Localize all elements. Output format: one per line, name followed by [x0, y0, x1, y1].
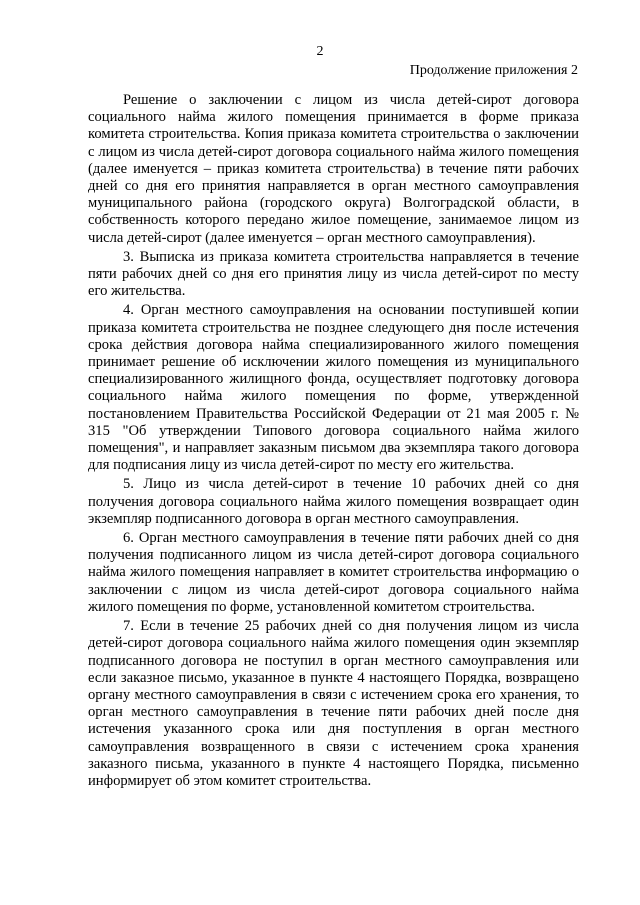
paragraph-6: 6. Орган местного самоуправления в течение пяти рабочих дней со дня получения подписанного лицом из числа детей-сирот договора социального найма жилого помещения направляет в комитет строительства информацию о заключении с лицом из числа детей-сирот договора социального найма жилого помещения по форме, установленной комитетом строительства.: [88, 530, 579, 615]
document-body: [88, 92, 579, 792]
page-number: 2: [316, 44, 324, 59]
paragraph-7: 7. Если в течение 25 рабочих дней со дня получения лицом из числа детей-сирот договора социального найма жилого помещения один экземпляр подписанного договора не поступил в орган местного самоуправления или если заказное письмо, указанное в пункте 4 настоящего Порядка, возвращено органу местного самоуправления в связи с истечением срока его хранения, то орган местного самоуправления в течение пяти рабочих дней после дня истечения указанного срока или дня поступления в орган местного самоуправления возвращенного в связи с истечением срока хранения заказного письма, указанного в пункте 4 настоящего Порядка, письменно информирует об этом комитет строительства.: [88, 618, 579, 789]
paragraph-decision: Решение о заключении с лицом из числа детей-сирот договора социального найма жилого помещения принимается в форме приказа комитета строительства. Копия приказа комитета строительства о заключении с лицом из числа детей-сирот договора социального найма жилого помещения (далее именуется – приказ комитета строительства) в течение пяти рабочих дней со дня его принятия направляется в орган местного самоуправления муниципального района (городского округа) Волгоградской области, в собственность которого передано жилое помещение, занимаемое лицом из числа детей-сирот (далее именуется – орган местного самоуправления).: [88, 92, 579, 246]
paragraph-5: 5. Лицо из числа детей-сирот в течение 10 рабочих дней со дня получения договора социального найма жилого помещения возвращает один экземпляр подписанного договора в орган местного самоуправления.: [88, 476, 579, 527]
paragraph-3: 3. Выписка из приказа комитета строительства направляется в течение пяти рабочих дней со дня его принятия лицу из числа детей-сирот по месту его жительства.: [88, 248, 579, 300]
annex-continuation-note: Продолжение приложения 2: [409, 63, 578, 78]
paragraph-4: 4. Орган местного самоуправления на основании поступившей копии приказа комитета строительства не позднее следующего дня после истечения срока действия договора найма специализированного жилого помещения принимает решение об исключении жилого помещения из муниципального специализированного жилищного фонда, осуществляет подготовку договора социального найма жилого помещения по форме, утвержденной постановлением Правительства Российской Федерации от 21 мая 2005 г. № 315 "Об утверждении Типового договора социального найма жилого помещения", и направляет заказным письмом два экземпляра такого договора для подписания лицу из числа детей-сирот по месту его жительства.: [88, 302, 579, 474]
